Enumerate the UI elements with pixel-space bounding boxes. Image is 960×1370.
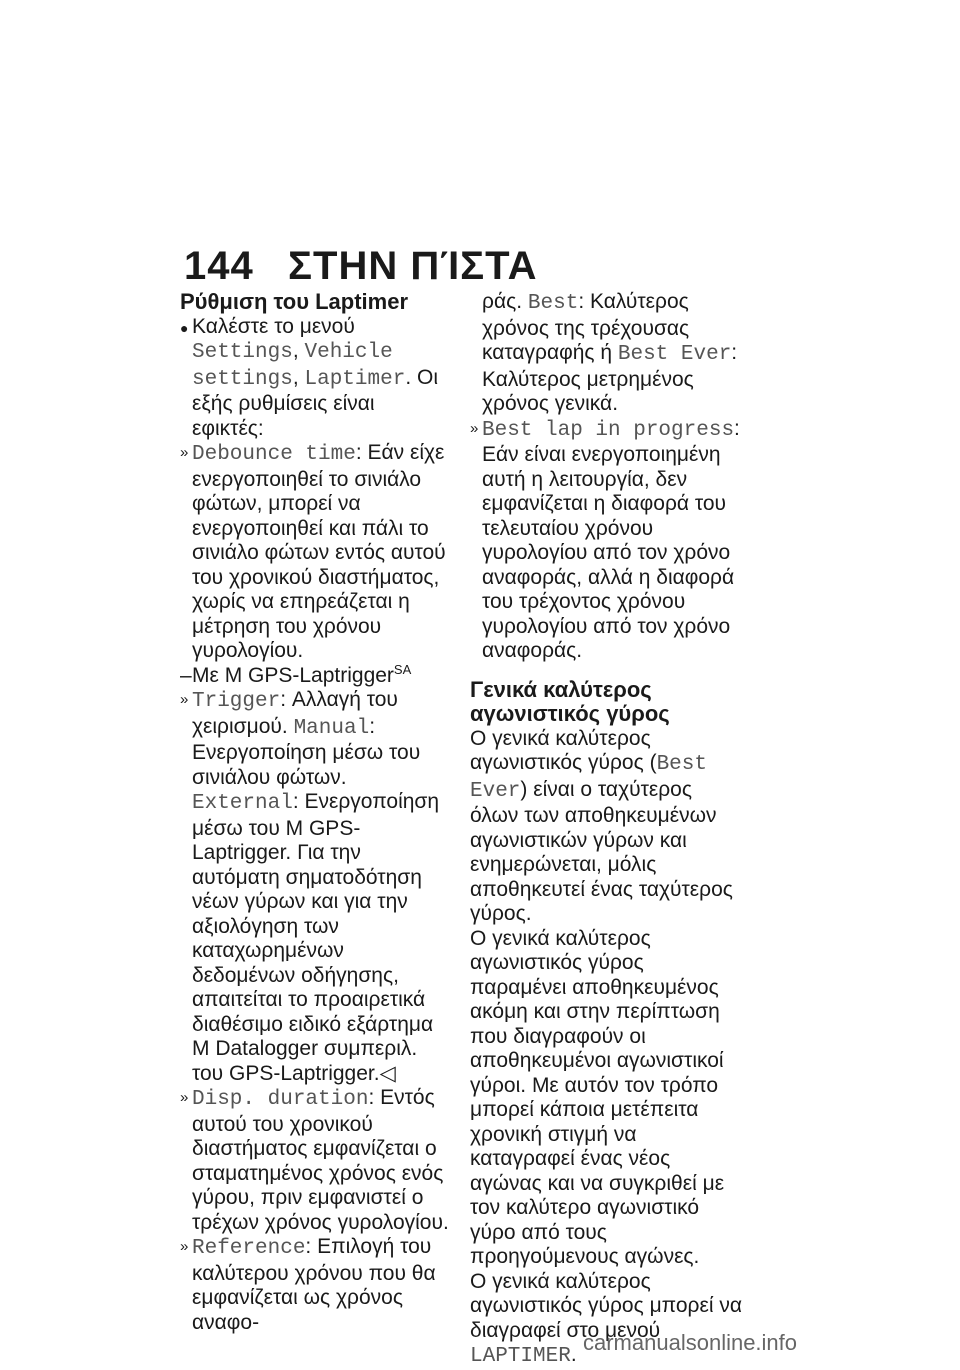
menu-laptimer: Laptimer (304, 367, 406, 391)
best-lap-code: Best lap in progress (482, 418, 735, 442)
cont-text: : Καλύτερος μετρημένος χρόνος γενικά. (482, 341, 738, 415)
arrow-icon: » (180, 1089, 189, 1106)
section-title: ΣΤΗΝ ΠΊΣΤΑ (288, 244, 538, 288)
intro-sep: , (292, 339, 305, 362)
arrow-icon: » (180, 691, 189, 708)
reference-text: : Επιλογή του καλύτερου χρόνου που θα εμφανίζεται ως χρόνος αναφο- (192, 1235, 436, 1334)
laptimer-menu-code: LAPTIMER (470, 1345, 571, 1368)
debounce-code: Debounce time (192, 443, 356, 466)
disp-duration-code: Disp. duration (192, 1088, 369, 1111)
intro-bullet-item (180, 315, 450, 442)
laptimer-settings-heading: Ρύθμιση του Laptimer (180, 289, 409, 314)
paragraph: Ο γενικά καλύτερος αγωνιστικός γύρος παραμένει αποθηκευμένος ακόμη και στην περίπτωση που διαγραφούν οι αποθηκευμένοι αγωνιστικοί γύροι. Με αυτόν τον τρόπο μπορεί κάποια μετέπειτα χρονική στιγμή να καταγραφεί ένας νέος αγώνας και να συγκριθεί με τον καλύτερο αγωνιστικό γύρο από τους προηγούμενους αγώνες. (470, 926, 725, 1268)
paragraph (470, 727, 745, 927)
page-header (184, 244, 538, 289)
best-ever-code: Best Ever (617, 343, 732, 366)
reference-continuation (470, 290, 745, 417)
left-column (180, 290, 450, 1335)
gps-option-line (180, 661, 450, 689)
best-code: Best (527, 292, 579, 315)
best-lap-item (470, 417, 745, 664)
dash-icon: – (180, 663, 192, 687)
gps-option-text: Με M GPS-Laptrigger (192, 663, 394, 687)
reference-item (180, 1235, 450, 1335)
debounce-text: : Εάν είχε ενεργοποιηθεί το σινιάλο φώτων, μπορεί να ενεργοποιηθεί και πάλι το σινιάλο φώτων εντός αυτού του χρονικού διαστήματος, χωρίς να επηρεάζεται η μέτρηση του χρόνου γυρολογίου. (192, 441, 446, 662)
external-code: External (192, 792, 293, 815)
disp-duration-text: : Εντός αυτού του χρονικού διαστήματος εμφανίζεται ο σταματημένος χρόνος ενός γύρου, πριν εμφανιστεί ο τρέχων χρόνος γυρολογίου. (192, 1086, 449, 1234)
page-number: 144 (184, 244, 254, 288)
trigger-text: : Ενεργοποίηση μέσω του M GPS-Laptrigger. Για την αυτόματη σηματοδότηση νέων γύρων και για την αξιολόγηση των καταχωρημένων δεδομένων οδήγησης, απαιτείται το προαιρετικά διαθέσιμο ειδικό εξάρτημα M Datalogger συμπεριλ. του GPS-Laptrigger. (192, 790, 440, 1085)
paragraph-text: . (570, 1343, 577, 1366)
paragraph-text: Ο γενικά καλύτερος αγωνιστικός γύρος μπορεί να διαγραφεί στο μενού (470, 1269, 742, 1342)
sa-superscript: SA (393, 661, 412, 677)
watermark-footer: carmanualsonline.info (583, 1330, 798, 1355)
intro-text: Καλέστε το μενού (192, 314, 355, 338)
disp-duration-item (180, 1086, 450, 1235)
right-column (470, 290, 745, 1370)
trigger-text: : Ενεργοποίηση μέσω του σινιάλου φώτων. (192, 714, 421, 789)
end-mark-icon: ◁ (379, 1061, 396, 1085)
menu-vehicle-settings: Vehicle settings (192, 341, 393, 391)
cont-text: : Καλύτερος χρόνος της τρέχουσας καταγραφής ή (482, 290, 690, 364)
best-lap-text: : Εάν είναι ενεργοποιημένη αυτή η λειτουργία, δεν εμφανίζεται η διαφορά του τελευταίου χρόνου γυρολογίου από τον χρόνο αναφοράς, αλλά η διαφορά του τρέχοντος χρόνου γυρολογίου από τον χρόνο αναφοράς. (482, 416, 740, 662)
intro-sep: , (292, 365, 305, 389)
trigger-text: : Αλλαγή του χειρισμού. (192, 688, 398, 738)
paragraph-text: ) είναι ο ταχύτερος όλων των αποθηκευμένων αγωνιστικών γύρων και ενημερώνεται, μόλις αποθηκευτεί ένας ταχύτερος γύρος. (470, 777, 733, 925)
arrow-icon: » (180, 1238, 189, 1255)
manual-code: Manual (293, 716, 370, 740)
paragraph-text: Ο γενικά καλύτερος αγωνιστικός γύρος ( (470, 726, 657, 774)
reference-code: Reference (192, 1237, 306, 1260)
debounce-item (180, 441, 450, 664)
menu-settings: Settings (192, 341, 293, 364)
best-ever-code: Best Ever (470, 753, 707, 803)
arrow-icon: » (470, 419, 479, 437)
trigger-item (180, 688, 450, 1086)
trigger-code: Trigger (192, 690, 281, 713)
cont-text: ράς. (482, 290, 528, 313)
intro-text: . Οι εξής ρυθμίσεις είναι εφικτές: (192, 365, 438, 440)
best-lap-heading: Γενικά καλύτερος αγωνιστικός γύρος (470, 676, 670, 726)
arrow-icon: » (180, 444, 189, 461)
bullet-icon: ● (180, 319, 189, 336)
